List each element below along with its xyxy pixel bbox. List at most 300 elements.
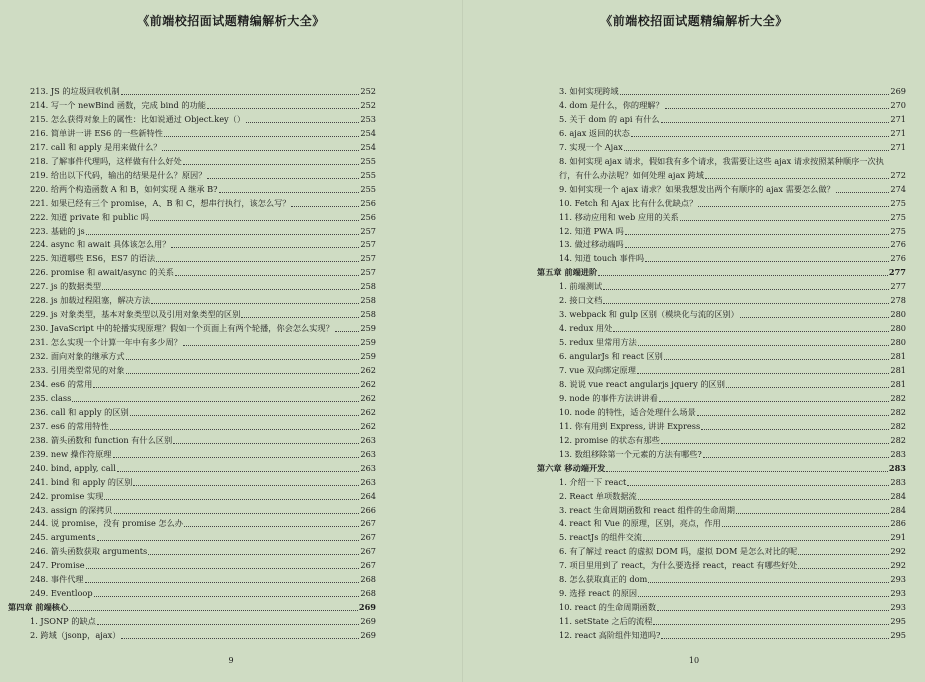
toc-page: 283 (890, 476, 906, 487)
toc-entry[interactable] (30, 168, 376, 182)
toc-page: 262 (360, 378, 376, 389)
toc-entry[interactable] (30, 516, 376, 530)
toc-title: 12. 知道 PWA 吗 (559, 225, 624, 236)
toc-page: 292 (890, 546, 906, 557)
toc-page: 255 (360, 155, 376, 166)
toc-leader-dots (241, 316, 359, 318)
toc-title: 10. Fetch 和 Ajax 比有什么优缺点？ (559, 197, 698, 208)
toc-entry[interactable] (559, 377, 906, 391)
toc-leader-dots (133, 484, 359, 486)
toc-title: 2. React 单项数据流 (559, 490, 637, 501)
toc-entry[interactable] (30, 405, 376, 419)
toc-entry[interactable] (559, 251, 906, 265)
toc-leader-dots (798, 567, 889, 569)
toc-entry[interactable] (559, 224, 906, 238)
toc-leader-dots (86, 233, 360, 235)
toc-page: 280 (890, 337, 906, 348)
toc-page: 293 (890, 588, 906, 599)
toc-entry[interactable] (559, 614, 906, 628)
toc-leader-dots (69, 609, 358, 611)
toc-entry[interactable] (559, 182, 906, 196)
toc-page: 257 (360, 253, 376, 264)
toc-entry[interactable] (559, 210, 906, 224)
toc-title: 8. 说说 vue react angularjs jquery 的区别 (559, 378, 725, 389)
toc-page: 293 (890, 574, 906, 585)
toc-page: 276 (890, 239, 906, 250)
toc-leader-dots (631, 135, 889, 137)
toc-entry[interactable] (30, 279, 376, 293)
toc-entry[interactable] (30, 377, 376, 391)
toc-entry[interactable] (30, 530, 376, 544)
toc-title: 10. node 的特性，适合处理什么场景 (559, 406, 696, 417)
toc-entry[interactable] (30, 98, 376, 112)
toc-title: 227. js 的数据类型 (30, 281, 102, 292)
toc-entry[interactable] (30, 391, 376, 405)
toc-leader-dots (740, 316, 890, 318)
toc-leader-dots (648, 581, 889, 583)
toc-entry[interactable] (30, 126, 376, 140)
toc-entry[interactable] (559, 503, 906, 517)
toc-entry[interactable] (559, 447, 906, 461)
toc-page: 280 (890, 323, 906, 334)
toc-leader-dots (703, 456, 890, 458)
toc-title: 246. 箭头函数获取 arguments (30, 546, 148, 557)
toc-title: 1. JSONP 的缺点 (30, 616, 96, 627)
toc-leader-dots (110, 428, 360, 430)
toc-page: 277 (888, 267, 906, 278)
toc-title: 1. 前端测试 (559, 281, 603, 292)
toc-entry[interactable] (559, 489, 906, 503)
toc-leader-dots (291, 205, 359, 207)
page-header: 《前端校招面试题精编解析大全》 (137, 14, 325, 28)
toc-title: 6. 有了解过 react 的虚拟 DOM 吗，虚拟 DOM 是怎么对比的呢 (559, 546, 798, 557)
toc-title: 230. JavaScript 中的轮播实现原理？假如一个页面上有两个轮播，你会怎么实现？ (30, 323, 334, 334)
toc-entry[interactable] (30, 586, 376, 600)
toc-title: 217. call 和 apply 是用来做什么？ (30, 141, 162, 152)
toc-title: 13. 数组移除第一个元素的方法有哪些? (559, 448, 702, 459)
toc-title: 4. react 和 Vue 的原理，区别，亮点，作用 (559, 518, 721, 529)
toc-page: 295 (890, 616, 906, 627)
toc-title: 219. 给出以下代码，输出的结果是什么？原因？ (30, 169, 207, 180)
toc-leader-dots (130, 414, 360, 416)
toc-entry[interactable] (30, 265, 376, 279)
toc-leader-dots (661, 121, 890, 123)
toc-entry[interactable] (559, 433, 906, 447)
toc-page: 271 (890, 127, 906, 138)
toc-leader-dots (246, 121, 359, 123)
toc-title: 5. redux 里常用方法 (559, 337, 637, 348)
toc-page: 256 (360, 197, 376, 208)
toc-entry[interactable] (30, 335, 376, 349)
toc-entry[interactable] (559, 154, 906, 168)
toc-title: 3. webpack 和 gulp 区别（模块化与流的区别） (559, 309, 739, 320)
toc-entry[interactable] (30, 544, 376, 558)
toc-page: 276 (890, 253, 906, 264)
toc-leader-dots (625, 233, 890, 235)
toc-page: 295 (890, 630, 906, 641)
toc-page: 253 (360, 113, 376, 124)
toc-leader-dots (93, 386, 359, 388)
toc-entry[interactable] (30, 461, 376, 475)
toc-title: 4. dom 是什么，你的理解？ (559, 99, 664, 110)
toc-title: 223. 基础的 js (30, 225, 85, 236)
toc-page: 271 (890, 141, 906, 152)
toc-title: 224. async 和 await 具体该怎么用？ (30, 239, 171, 250)
toc-entry[interactable] (559, 237, 906, 251)
toc-entry[interactable] (559, 600, 906, 614)
toc-leader-dots (680, 219, 890, 221)
toc-entry[interactable] (30, 503, 376, 517)
toc-title: 216. 简单讲一讲 ES6 的一些新特性 (30, 127, 163, 138)
toc-page: 275 (890, 211, 906, 222)
toc-entry[interactable] (559, 475, 906, 489)
toc-leader-dots (72, 400, 359, 402)
toc-entry[interactable] (30, 84, 376, 98)
toc-leader-dots (183, 344, 360, 346)
toc-title: 243. assign 的深拷贝 (30, 504, 113, 515)
toc-leader-dots (659, 400, 890, 402)
toc-leader-dots (606, 470, 888, 472)
toc-title: 234. es6 的常用 (30, 378, 93, 389)
toc-leader-dots (798, 553, 889, 555)
toc-page: 275 (890, 197, 906, 208)
toc-entry[interactable] (30, 558, 376, 572)
right-page (463, 0, 925, 682)
toc-entry[interactable] (30, 349, 376, 363)
toc-title: 7. 项目里用到了 react，为什么要选择 react，react 有哪些好处 (559, 560, 798, 571)
toc-title: 3. 如何实现跨域 (559, 86, 619, 96)
toc-entry[interactable] (30, 112, 376, 126)
toc-entry[interactable] (30, 140, 376, 154)
toc-entry[interactable] (30, 293, 376, 307)
toc-entry[interactable] (30, 475, 376, 489)
toc-title: 226. promise 和 await/async 的关系 (30, 267, 174, 278)
toc-leader-dots (173, 442, 359, 444)
toc-leader-dots (736, 512, 889, 514)
toc-entry[interactable] (559, 293, 906, 307)
toc-leader-dots (661, 442, 889, 444)
toc-page: 275 (890, 225, 906, 236)
toc-entry[interactable] (30, 307, 376, 321)
toc-entry[interactable] (30, 489, 376, 503)
toc-title: 244. 说 promise，没有 promise 怎么办 (30, 518, 183, 529)
toc-page: 258 (360, 281, 376, 292)
toc-page: 263 (360, 434, 376, 445)
toc-page: 262 (360, 420, 376, 431)
toc-leader-dots (701, 428, 889, 430)
toc-entry[interactable] (30, 419, 376, 433)
toc-leader-dots (645, 260, 889, 262)
toc-leader-dots (661, 637, 889, 639)
toc-entry[interactable] (30, 251, 376, 265)
toc-entry[interactable] (30, 628, 376, 642)
toc-entry[interactable] (30, 210, 376, 224)
toc-leader-dots (126, 372, 360, 374)
toc-entry[interactable] (30, 447, 376, 461)
toc-title: 12. react 高阶组件知道吗? (559, 630, 661, 641)
toc-page: 281 (890, 351, 906, 362)
toc-leader-dots (126, 358, 360, 360)
toc-title: 11. 你有用到 Express, 讲讲 Express (559, 420, 701, 431)
toc-entry[interactable] (559, 363, 906, 377)
toc-page: 262 (360, 365, 376, 375)
toc-title: 11. setState 之后的流程 (559, 616, 653, 627)
toc-entry[interactable] (559, 391, 906, 405)
toc-title: 215. 怎么获得对象上的属性：比如说通过 Object.key（） (30, 113, 246, 124)
toc-page: 254 (360, 141, 376, 152)
toc-entry[interactable] (559, 572, 906, 586)
toc-page: 263 (360, 462, 376, 473)
toc-page: 267 (360, 546, 376, 557)
toc-page: 257 (360, 225, 376, 236)
toc-leader-dots (150, 219, 359, 221)
toc-entry[interactable] (559, 516, 906, 530)
toc-title: 228. js 加载过程阻塞，解决方法 (30, 295, 151, 306)
toc-page: 278 (890, 295, 906, 306)
toc-title: 229. js 对象类型，基本对象类型以及引用对象类型的区别 (30, 309, 241, 320)
toc-leader-dots (620, 93, 890, 95)
toc-entry[interactable] (559, 419, 906, 433)
toc-title: 12. promise 的状态有那些 (559, 434, 660, 445)
toc-leader-dots (627, 484, 889, 486)
toc-leader-dots (697, 414, 890, 416)
toc-page: 270 (890, 99, 906, 110)
toc-page: 291 (890, 532, 906, 543)
toc-leader-dots (335, 330, 360, 332)
toc-leader-dots (207, 107, 359, 109)
toc-entry[interactable] (30, 196, 376, 210)
toc-leader-dots (164, 135, 359, 137)
toc-page: 257 (360, 267, 376, 278)
toc-page: 267 (360, 560, 376, 571)
toc-page: 286 (890, 518, 906, 529)
toc-page: 277 (890, 281, 906, 292)
toc-title: 222. 知道 private 和 public 吗 (30, 211, 149, 222)
toc-entry[interactable] (559, 140, 906, 154)
toc-page: 262 (360, 406, 376, 417)
toc-leader-dots (97, 623, 360, 625)
toc-title: 10. react 的生命周期函数 (559, 602, 657, 613)
toc-page: 282 (890, 406, 906, 417)
toc-page: 258 (360, 309, 376, 320)
toc-entry[interactable] (559, 558, 906, 572)
toc-title: 6. ajax 返回的状态 (559, 127, 630, 138)
toc-entry[interactable] (30, 614, 376, 628)
toc-title: 第六章 移动端开发 (537, 462, 606, 473)
toc-leader-dots (705, 177, 889, 179)
toc-leader-dots (653, 623, 889, 625)
toc-title: 238. 箭头函数和 function 有什么区别 (30, 434, 173, 445)
toc-leader-dots (625, 246, 890, 248)
toc-entry[interactable] (30, 321, 376, 335)
toc-leader-dots (94, 595, 360, 597)
toc-page: 252 (360, 99, 376, 110)
toc-page: 263 (360, 476, 376, 487)
page-number: 10 (688, 656, 700, 665)
toc-page: 293 (890, 602, 906, 613)
toc-title: 3. react 生命周期函数和 react 组件的生命周期 (559, 504, 735, 515)
toc-title: 第四章 前端核心 (8, 602, 69, 613)
toc-title: 247. Promise (30, 560, 85, 571)
toc-page: 259 (360, 351, 376, 362)
toc-title: 5. reactJs 的组件交流 (559, 532, 642, 543)
toc-leader-dots (113, 456, 360, 458)
toc-title: 221. 如果已经有三个 promise，A、B 和 C，想串行执行，该怎么写？ (30, 197, 291, 208)
toc-page: 272 (890, 169, 906, 180)
toc-page: 283 (888, 462, 906, 473)
toc-title: 9. node 的事件方法讲讲看 (559, 392, 658, 403)
toc-title: 2. 跨域（jsonp，ajax） (30, 630, 121, 641)
toc-page: 284 (890, 504, 906, 515)
toc-title: 1. 介绍一下 react (559, 476, 627, 487)
toc-page: 282 (890, 434, 906, 445)
toc-leader-dots (171, 246, 359, 248)
toc-page: 269 (360, 630, 376, 641)
toc-entry[interactable] (559, 530, 906, 544)
toc-leader-dots (638, 344, 890, 346)
toc-title: 235. class (30, 392, 72, 403)
toc-title: 9. 如何实现一个 ajax 请求？如果我想发出两个有顺序的 ajax 需要怎么做？ (559, 183, 835, 194)
toc-title: 214. 写一个 newBind 函数，完成 bind 的功能 (30, 99, 206, 110)
toc-leader-dots (102, 288, 359, 290)
toc-leader-dots (637, 372, 889, 374)
toc-page: 269 (358, 602, 376, 613)
toc-entry[interactable] (30, 154, 376, 168)
toc-title: 11. 移动应用和 web 应用的关系 (559, 211, 679, 222)
toc-leader-dots (184, 525, 359, 527)
toc-title: 231. 怎么实现一个计算一年中有多少周？ (30, 337, 182, 348)
toc-page: 255 (360, 183, 376, 194)
toc-leader-dots (624, 149, 890, 151)
toc-page: 268 (360, 588, 376, 599)
page-number: 9 (228, 656, 234, 665)
toc-leader-dots (722, 525, 890, 527)
toc-title: 213. JS 的垃圾回收机制 (30, 86, 120, 96)
toc-entry[interactable] (30, 237, 376, 251)
toc-entry[interactable] (559, 307, 906, 321)
toc-entry[interactable] (30, 182, 376, 196)
toc-leader-dots (175, 274, 359, 276)
toc-entry[interactable] (30, 224, 376, 238)
toc-title: 249. Eventloop (30, 588, 93, 599)
toc-page: 271 (890, 113, 906, 124)
toc-leader-dots (121, 93, 360, 95)
toc-leader-dots (156, 260, 359, 262)
toc-page: 259 (360, 337, 376, 348)
toc-page: 264 (360, 490, 376, 501)
toc-title: 2. 接口文档 (559, 295, 603, 306)
toc-page: 269 (360, 616, 376, 627)
toc-title: 7. 实现一个 Ajax (559, 141, 623, 152)
toc-leader-dots (665, 107, 890, 109)
toc-leader-dots (162, 149, 359, 151)
toc-page: 263 (360, 448, 376, 459)
toc-leader-dots (151, 302, 359, 304)
toc-entry[interactable] (559, 586, 906, 600)
toc-entry[interactable] (30, 433, 376, 447)
toc-leader-dots (613, 330, 889, 332)
toc-leader-dots (638, 595, 889, 597)
toc-page: 254 (360, 127, 376, 138)
toc-page: 292 (890, 560, 906, 571)
toc-entry-continued[interactable] (559, 168, 906, 182)
toc-entry[interactable] (559, 321, 906, 335)
toc-entry[interactable] (559, 84, 906, 98)
toc-title: 13. 做过移动端吗 (559, 239, 624, 250)
toc-title: 242. promise 实现 (30, 490, 104, 501)
toc-page: 280 (890, 309, 906, 320)
toc-title: 第五章 前端进阶 (537, 267, 598, 278)
toc-entry[interactable] (559, 196, 906, 210)
toc-entry[interactable] (559, 98, 906, 112)
toc-title: 行，有什么办法呢？如何处理 ajax 跨域 (559, 169, 704, 180)
toc-leader-dots (117, 470, 360, 472)
toc-page: 283 (890, 448, 906, 459)
toc-page: 252 (360, 86, 376, 96)
toc-chapter[interactable] (537, 265, 906, 279)
toc-title: 8. 怎么获取真正的 dom (559, 574, 648, 585)
toc-leader-dots (219, 191, 360, 193)
toc-page: 262 (360, 392, 376, 403)
toc-chapter[interactable] (537, 461, 906, 475)
toc-entry[interactable] (559, 628, 906, 642)
toc-title: 6. angularJs 和 react 区别 (559, 351, 663, 362)
toc-entry[interactable] (559, 544, 906, 558)
toc-page: 282 (890, 420, 906, 431)
toc-leader-dots (207, 177, 359, 179)
toc-leader-dots (726, 386, 889, 388)
toc-title: 5. 关于 dom 的 api 有什么 (559, 113, 660, 124)
toc-entry[interactable] (559, 349, 906, 363)
toc-leader-dots (643, 539, 889, 541)
toc-title: 7. vue 双向绑定原理 (559, 365, 636, 375)
toc-title: 241. bind 和 apply 的区别 (30, 476, 133, 487)
toc-leader-dots (104, 498, 359, 500)
toc-title: 220. 给两个构造函数 A 和 B，如何实现 A 继承 B? (30, 183, 218, 194)
toc-title: 218. 了解事件代理吗，这样做有什么好处 (30, 155, 182, 166)
toc-entry[interactable] (559, 405, 906, 419)
toc-chapter[interactable] (8, 600, 376, 614)
toc-entry[interactable] (559, 279, 906, 293)
toc-entry[interactable] (559, 335, 906, 349)
toc-page: 258 (360, 295, 376, 306)
toc-leader-dots (183, 163, 360, 165)
toc-entry[interactable] (30, 363, 376, 377)
toc-title: 248. 事件代理 (30, 574, 84, 585)
toc-title: 245. arguments (30, 532, 96, 543)
toc-leader-dots (603, 288, 889, 290)
toc-title: 225. 知道哪些 ES6，ES7 的语法 (30, 253, 156, 264)
toc-leader-dots (638, 498, 890, 500)
page-header: 《前端校招面试题精编解析大全》 (600, 14, 788, 28)
toc-page: 284 (890, 490, 906, 501)
toc-page: 257 (360, 239, 376, 250)
toc-entry[interactable] (559, 126, 906, 140)
toc-title: 236. call 和 apply 的区别 (30, 406, 129, 417)
toc-leader-dots (97, 539, 360, 541)
toc-title: 232. 面向对象的继承方式 (30, 351, 125, 362)
toc-page: 267 (360, 532, 376, 543)
toc-leader-dots (121, 637, 359, 639)
toc-entry[interactable] (559, 112, 906, 126)
toc-entry[interactable] (30, 572, 376, 586)
toc-leader-dots (603, 302, 889, 304)
toc-page: 281 (890, 365, 906, 375)
toc-title: 9. 选择 react 的原因 (559, 588, 638, 599)
toc-title: 240. bind, apply, call (30, 462, 116, 473)
toc-title: 14. 知道 touch 事件吗 (559, 253, 645, 264)
left-page (0, 0, 462, 682)
